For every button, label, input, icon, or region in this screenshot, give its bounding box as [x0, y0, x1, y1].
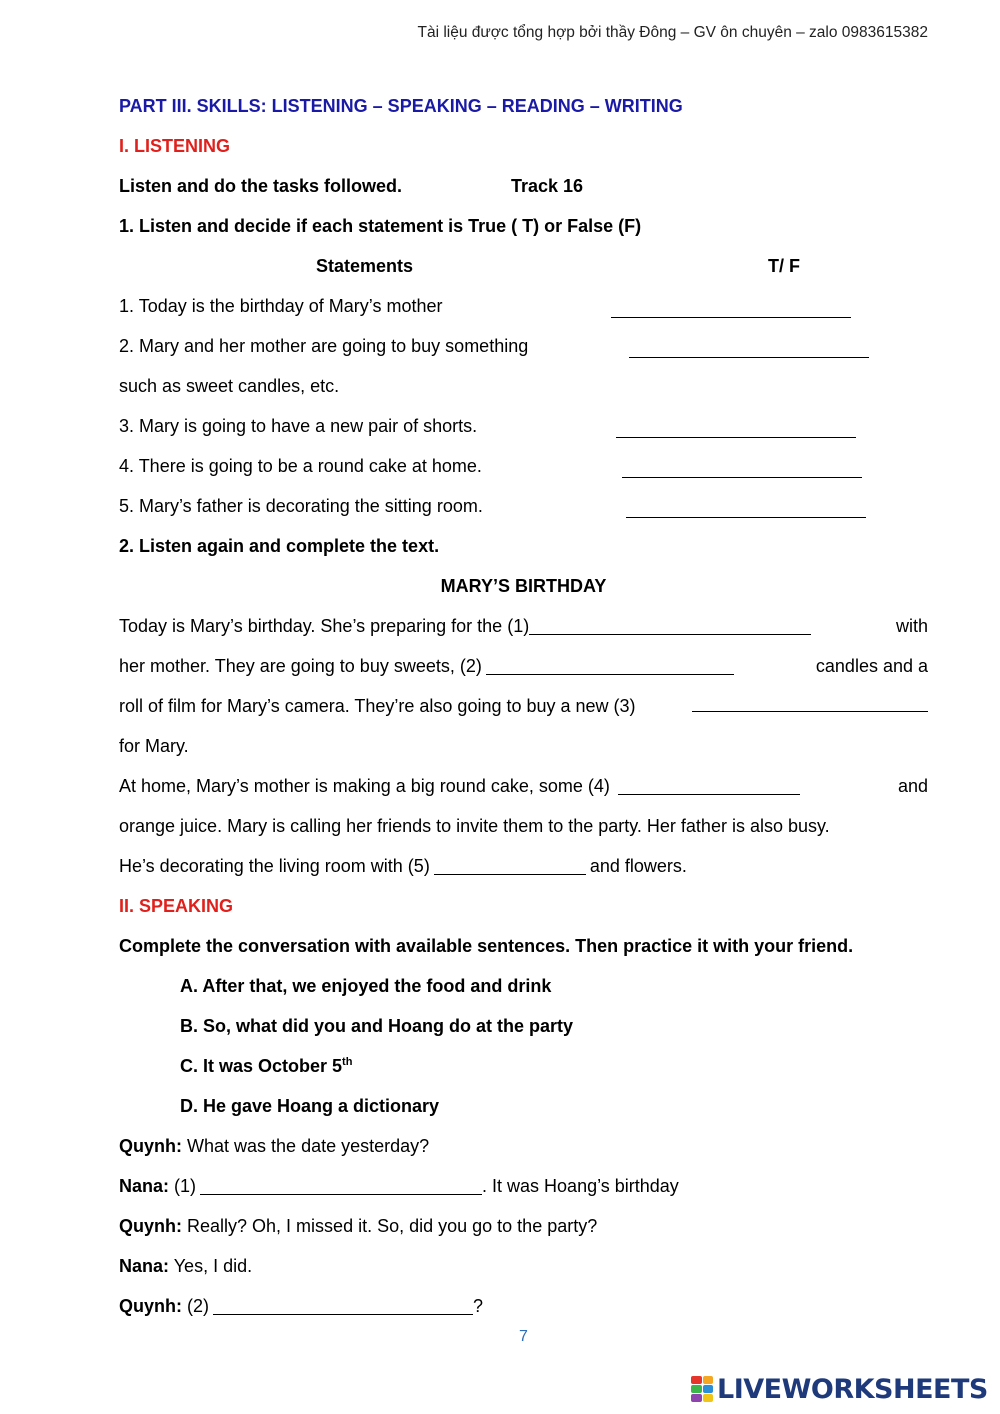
- track-label: Track 16: [511, 176, 584, 196]
- dialogue-line-4: [119, 1246, 252, 1286]
- p5-b: and: [897, 776, 928, 796]
- instruction-text: Listen and do the tasks followed.: [119, 176, 403, 196]
- p1-b: with: [895, 616, 928, 636]
- gap-blank-1[interactable]: [529, 612, 811, 635]
- worksheet-page: [119, 0, 928, 1414]
- option-c-text: C. It was October 5: [180, 1056, 343, 1076]
- speaking-heading: II. SPEAKING: [119, 896, 234, 916]
- answer-blank-1[interactable]: [611, 316, 851, 318]
- speaking-instruction: Complete the conversation with available sentences. Then practice it with your friend.: [119, 936, 854, 956]
- p1-a: Today is Mary’s birthday. She’s preparing for the (1): [119, 616, 530, 636]
- option-c: [180, 1046, 352, 1086]
- answer-blank-5[interactable]: [626, 516, 866, 518]
- logo-icon: [691, 1376, 713, 1402]
- option-c-sup: th: [342, 1056, 353, 1068]
- dialogue-text: Yes, I did.: [173, 1256, 253, 1276]
- logo-text: LIVEWORKSHEETS: [717, 1373, 988, 1405]
- col-tf: T/ F: [768, 256, 800, 276]
- statement-2: 2. Mary and her mother are going to buy something: [119, 336, 529, 356]
- answer-blank-4[interactable]: [622, 476, 862, 478]
- page-header: Tài liệu được tổng hợp bởi thầy Đông – GV ôn chuyên – zalo 0983615382: [417, 24, 928, 41]
- speaker-label: Nana:: [119, 1176, 170, 1196]
- gap-blank-3[interactable]: [692, 689, 928, 712]
- dialogue-blank-2[interactable]: [213, 1292, 473, 1315]
- dialogue-number: (1): [174, 1176, 197, 1196]
- speaker-label: Quynh:: [119, 1136, 182, 1156]
- answer-blank-3[interactable]: [616, 436, 856, 438]
- statement-4: 4. There is going to be a round cake at home.: [119, 456, 482, 476]
- speaker-label: Quynh:: [119, 1216, 182, 1236]
- p5-text: [119, 766, 804, 806]
- p5-a: At home, Mary’s mother is making a big round cake, some (4): [119, 776, 610, 796]
- p2-text: [119, 646, 738, 686]
- option-b: B. So, what did you and Hoang do at the party: [180, 1016, 574, 1036]
- p7-a: He’s decorating the living room with (5): [119, 856, 430, 876]
- dialogue-text: Really? Oh, I missed it. So, did you go to the party?: [187, 1216, 598, 1236]
- liveworksheets-logo[interactable]: [691, 1372, 988, 1406]
- dialogue-line-2: [119, 1166, 679, 1206]
- answer-blank-2[interactable]: [629, 356, 869, 358]
- text-title: MARY’S BIRTHDAY: [440, 576, 607, 596]
- paragraph-line-5: [119, 766, 928, 806]
- dialogue-blank-1[interactable]: [200, 1172, 482, 1195]
- dialogue-line-5: [119, 1286, 483, 1326]
- listening-instruction: [119, 166, 584, 206]
- task2-title: 2. Listen again and complete the text.: [119, 536, 440, 556]
- dialogue-text: ?: [473, 1296, 484, 1316]
- listening-heading: I. LISTENING: [119, 136, 231, 156]
- dialogue-line-3: [119, 1206, 597, 1246]
- statement-2-cont: such as sweet candles, etc.: [119, 376, 340, 396]
- paragraph-line-4: for Mary.: [119, 736, 189, 756]
- col-statements: Statements: [316, 256, 414, 276]
- statement-1: 1. Today is the birthday of Mary’s mother: [119, 296, 443, 316]
- dialogue-text: What was the date yesterday?: [187, 1136, 430, 1156]
- p7-b: and flowers.: [589, 856, 687, 876]
- paragraph-line-3: [119, 686, 928, 726]
- p2-b: candles and a: [815, 656, 928, 676]
- speaker-label: Nana:: [119, 1256, 170, 1276]
- page-number: 7: [519, 1328, 528, 1345]
- statement-3: 3. Mary is going to have a new pair of shorts.: [119, 416, 478, 436]
- speaker-label: Quynh:: [119, 1296, 182, 1316]
- part-title: PART III. SKILLS: LISTENING – SPEAKING – READING – WRITING: [119, 96, 683, 116]
- option-d: D. He gave Hoang a dictionary: [180, 1096, 440, 1116]
- gap-blank-2[interactable]: [486, 652, 734, 675]
- dialogue-text: . It was Hoang’s birthday: [482, 1176, 679, 1196]
- task1-title: 1. Listen and decide if each statement is True ( T) or False (F): [119, 216, 642, 236]
- statement-5: 5. Mary’s father is decorating the sitting room.: [119, 496, 483, 516]
- gap-blank-5[interactable]: [434, 852, 586, 875]
- paragraph-line-1: [119, 606, 928, 646]
- p1-text: [119, 606, 815, 646]
- dialogue-line-1: [119, 1126, 429, 1166]
- p2-a: her mother. They are going to buy sweets, (2): [119, 656, 482, 676]
- p3-a: roll of film for Mary’s camera. They’re also going to buy a new (3): [119, 696, 636, 716]
- paragraph-line-2: [119, 646, 928, 686]
- paragraph-line-6: orange juice. Mary is calling her friends to invite them to the party. Her father is also busy.: [119, 816, 830, 836]
- option-a: A. After that, we enjoyed the food and drink: [180, 976, 552, 996]
- paragraph-line-7: [119, 846, 687, 886]
- gap-blank-4[interactable]: [618, 772, 800, 795]
- dialogue-number: (2): [187, 1296, 210, 1316]
